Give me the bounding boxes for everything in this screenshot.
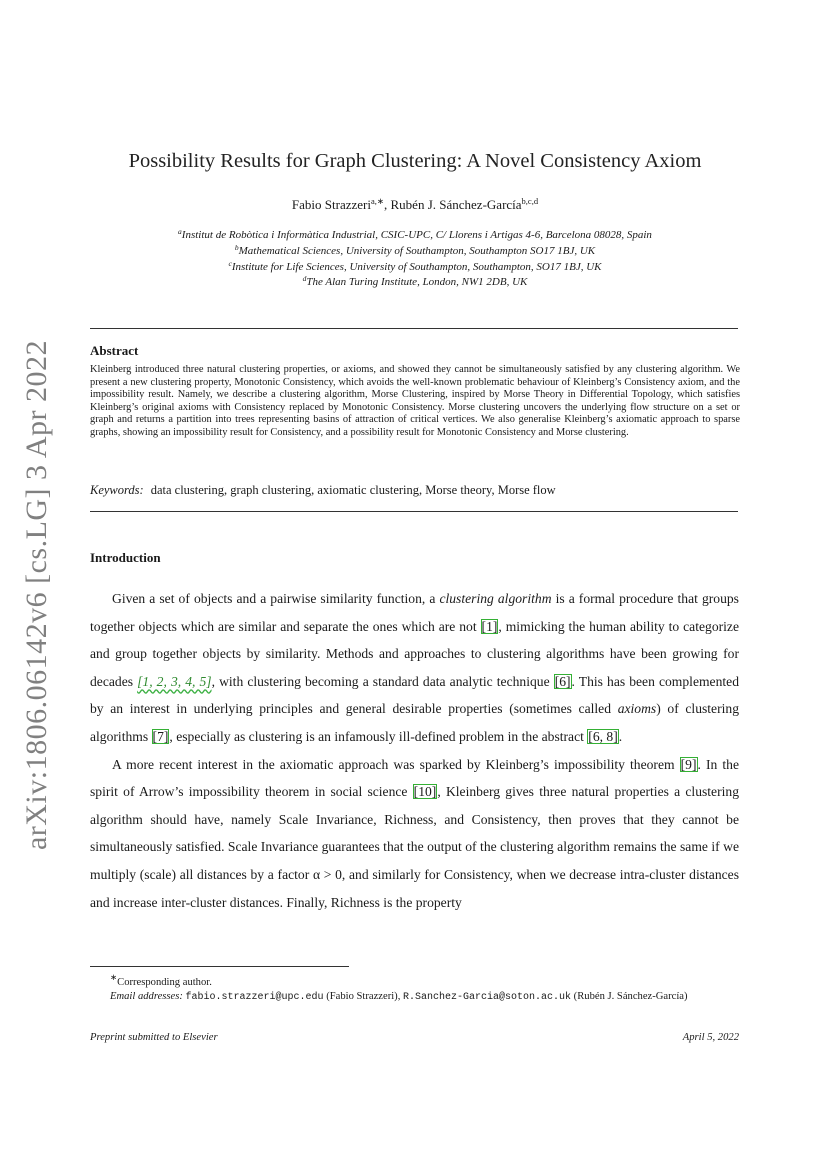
affiliation	[60, 258, 770, 274]
affiliation	[60, 273, 770, 289]
keywords	[90, 483, 556, 498]
email-link[interactable]: R.Sanchez-Garcia@soton.ac.uk	[403, 991, 572, 1003]
author-list: Fabio Strazzeri$^{a,∗}$, Rubén J. Sánchez-García$^{b,c,d}$	[291, 196, 539, 212]
author-name: Fabio Strazzeri	[291, 197, 371, 212]
abstract-bottom-rule	[90, 511, 738, 512]
date: April 5, 2022	[682, 1032, 739, 1043]
abstract-text: Kleinberg introduced three natural clustering properties, or axioms, and showed they cannot be simultaneously satisfied by any clustering algorithm. We present a new clustering property, Monotonic Consistency, which avoids the well-known problematic behaviour of Kleinberg’s Consistency axiom, and the impossibility result. Namely, we describe a clustering algorithm, Morse Clustering, inspired by Morse Theory in Differential Topology, which satisfies Kleinberg’s original axioms with Consistency replaced by Monotonic Consistency. Morse clustering uncovers the underlying flow structure on a set or graph and returns a partition into trees representing basins of attraction of critical vertices. We also generalise Kleinberg’s axiomatic approach to sparse graphs, showing an impossibility result for Consistency, and a possibility result for Monotonic Consistency and Morse clustering.	[90, 364, 740, 438]
abstract-heading: Abstract	[90, 343, 139, 358]
citation-link[interactable]: [6]	[554, 673, 571, 689]
keywords-label: Keywords:	[90, 483, 144, 497]
citation-link[interactable]: [9]	[680, 756, 697, 772]
email-link[interactable]: fabio.strazzeri@upc.edu	[185, 991, 324, 1003]
author-name: Rubén J. Sánchez-García	[390, 197, 522, 212]
paragraph: Given a set of objects and a pairwise similarity function, a clustering algorithm is a formal procedure that groups together objects which are similar and separate the ones which are not [1], mimicking the human ability to categorize and group together objects by similarity. Methods and approaches to clustering algorithms have been growing for decades [1, 2, 3, 4, 5], with clustering becoming a standard data analytic technique [6]. This has been complemented by an interest in underlying principles and general desirable properties (sometimes called axioms) of clustering algorithms [7], especially as clustering is an infamously ill-defined problem in the abstract [6, 8].	[90, 591, 739, 744]
affiliation-mark: c	[228, 258, 232, 268]
footnote-rule	[90, 966, 349, 967]
paragraph: A more recent interest in the axiomatic approach was sparked by Kleinberg’s impossibility theorem [9]. In the spirit of Arrow’s impossibility theorem in social science [10], Kleinberg gives three natural properties a clustering algorithm should have, namely Scale Invariance, Richness, and Consistency, then proves that they cannot be simultaneously satisfied. Scale Invariance guarantees that the output of the clustering algorithm remains the same if we multiply (scale) all distances by a factor α > 0, and similarly for Consistency, when we decrease intra-cluster distances and increase inter-cluster distances. Finally, Richness is the property	[90, 756, 739, 910]
author-affiliation-marks: a,∗	[370, 196, 385, 206]
author-affiliation-marks: b,c,d	[521, 196, 539, 206]
affiliation-list	[60, 226, 770, 289]
footnote-mark: ∗	[110, 972, 118, 982]
emphasis: clustering algorithm	[439, 591, 552, 606]
introduction-body	[90, 585, 739, 916]
arxiv-identifier	[13, 339, 61, 851]
keywords-text: data clustering, graph clustering, axiomatic clustering, Morse theory, Morse flow	[150, 483, 556, 497]
citation-link[interactable]: [7]	[152, 728, 169, 744]
affiliation-mark: b	[234, 242, 239, 252]
affiliation-text: Institute for Life Sciences, University of Southampton, Southampton, SO17 1BJ, UK	[231, 260, 602, 273]
footnote-emails: Email addresses: fabio.strazzeri@upc.edu (Fabio Strazzeri), R.Sanchez-Garcia@soton.ac.uk (Rubén J. Sánchez-García)	[110, 990, 688, 1003]
affiliation-text: Institut de Robòtica i Informàtica Industrial, CSIC-UPC, C/ Llorens i Artigas 4-6, Barcelona 08028, Spain	[181, 229, 652, 241]
abstract-top-rule	[90, 328, 738, 329]
email-label: Email addresses:	[110, 990, 183, 1002]
citation-link[interactable]: [1]	[481, 618, 498, 634]
paper-title: Possibility Results for Graph Clustering: A Novel Consistency Axiom	[128, 150, 702, 172]
citation-link[interactable]: [1, 2, 3, 4, 5]	[137, 673, 212, 689]
preprint-note: Preprint submitted to Elsevier	[90, 1032, 218, 1043]
footnote	[90, 971, 740, 1004]
affiliation	[60, 226, 770, 242]
affiliation-text: The Alan Turing Institute, London, NW1 2DB, UK	[306, 276, 528, 289]
citation-link[interactable]: [10]	[413, 784, 437, 800]
section-heading-introduction: Introduction	[90, 550, 161, 565]
citation-link[interactable]: [6, 8]	[588, 728, 618, 744]
affiliation-text: Mathematical Sciences, University of Southampton, Southampton SO17 1BJ, UK	[238, 244, 596, 257]
footnote-corresponding: ∗Corresponding author.	[110, 972, 212, 988]
affiliation	[60, 242, 770, 258]
affiliation-mark: d	[302, 274, 307, 284]
affiliation-mark: a	[178, 227, 182, 236]
arxiv-identifier-text: arXiv:1806.06142v6 [cs.LG] 3 Apr 2022	[20, 339, 53, 851]
emphasis: axioms	[617, 701, 657, 717]
